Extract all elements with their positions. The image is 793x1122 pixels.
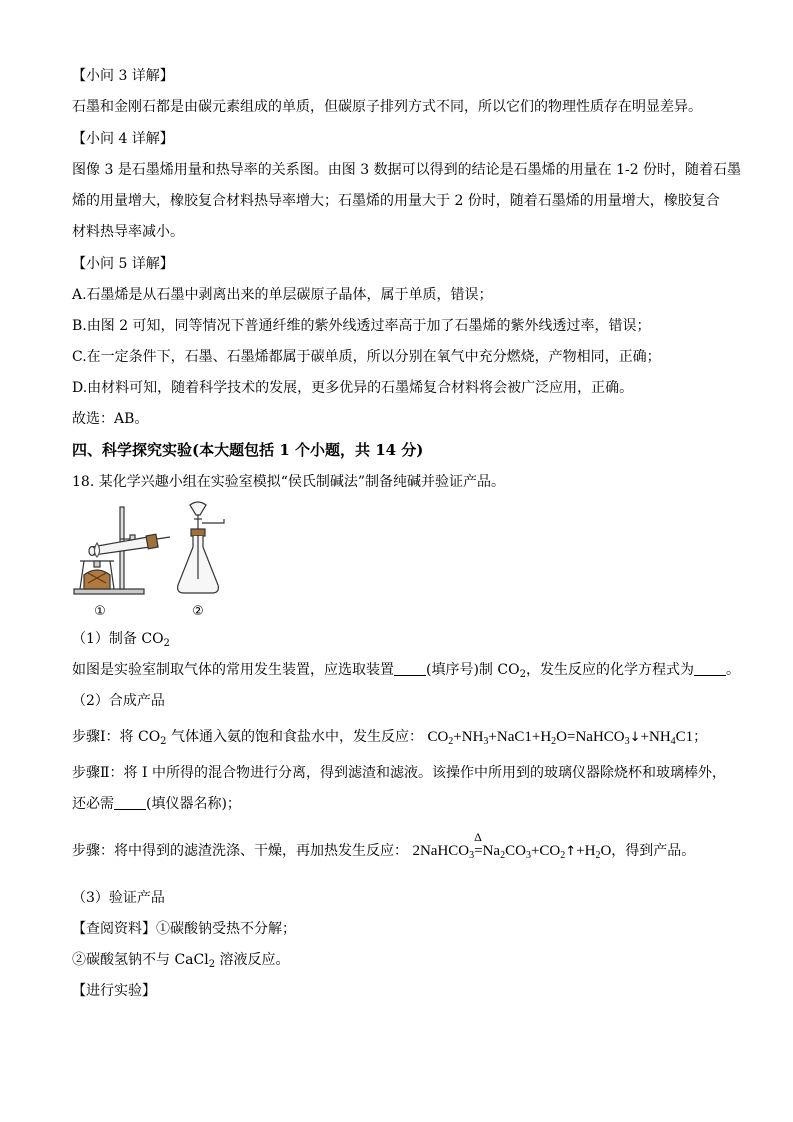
apparatus-label-1: ① — [94, 604, 106, 619]
step2-line-1: 步骤Ⅱ：将 I 中所得的混合物进行分离，得到滤渣和滤液。该操作中所用到的玻璃仪器除烧杯和玻璃棒外， — [72, 765, 726, 781]
q3-header: 【小问 3 详解】 — [72, 68, 174, 84]
apparatus-1-heating-setup — [74, 507, 170, 594]
q5-header: 【小问 5 详解】 — [72, 256, 174, 272]
apparatus-label-2: ② — [192, 604, 204, 619]
section-title: 四、科学探究实验(本大题包括 1 个小题，共 14 分) — [72, 441, 424, 459]
answer-blank-instrument[interactable] — [114, 795, 146, 810]
step3-line: 步骤：将中得到的滤渣洗涤、干燥，再加热发生反应： 2NaHCO$_3$ Δ $=Na_2CO_3+CO_2↑+H_2O$，得到产品。 — [72, 841, 695, 862]
part3-heading: （3）验证产品 — [72, 890, 165, 906]
q4-line-1: 图像 3 是石墨烯用量和热导率的关系图。由图 3 数据可以得到的结论是石墨烯的用量在 1-2 份时，随着石墨 — [72, 162, 742, 178]
q18-intro: 18. 某化学兴趣小组在实验室模拟“侯氏制碱法”制备纯碱并验证产品。 — [72, 474, 506, 490]
q5-option-b: B.由图 2 可知，同等情况下普通纤维的紫外线透过率高于加了石墨烯的紫外线透过率，错误； — [72, 318, 651, 334]
part1-heading: （1）制备 $CO_2$ — [72, 631, 170, 649]
gas-arrow: ↑ — [565, 844, 577, 859]
q5-option-d: D.由材料可知，随着科学技术的发展，更多优异的石墨烯复合材料将会被广泛应用，正确。 — [72, 380, 634, 396]
step1-equation: $CO_2+NH_3+NaC1+H_2O=NaHCO_3↓+NH_4C1$ — [427, 729, 694, 747]
answer-blank-equation[interactable] — [694, 661, 726, 676]
heat-symbol: Δ — [474, 830, 482, 844]
answer: 故选：AB。 — [72, 411, 149, 427]
apparatus-figure — [70, 499, 240, 624]
q5-option-a: A.石墨烯是从石墨中剥离出来的单层碳原子晶体，属于单质，错误； — [72, 287, 493, 303]
precipitate-arrow: ↓ — [629, 730, 641, 745]
q5-option-c: C.在一定条件下，石墨、石墨烯都属于碳单质，所以分别在氧气中充分燃烧，产物相同，正确； — [72, 349, 661, 365]
info-line-1: 【查阅资料】①碳酸钠受热不分解； — [72, 921, 296, 937]
q4-line-2: 烯的用量增大，橡胶复合材料热导率增大；石墨烯的用量大于 2 份时，随着石墨烯的用量增大，橡胶复合 — [72, 193, 720, 209]
experiment-heading: 【进行实验】 — [72, 983, 156, 999]
apparatus-2-flask-setup — [178, 502, 224, 593]
q4-line-3: 材料热导率减小。 — [72, 224, 184, 240]
part2-heading: （2）合成产品 — [72, 693, 165, 709]
part1-question: 如图是实验室制取气体的常用发生装置，应选取装置 (填序号)制 $CO_2$，发生反应的化学方程式为 。 — [72, 662, 740, 680]
answer-blank-device[interactable] — [394, 661, 426, 676]
step2-line-2: 还必需 (填仪器名称)； — [72, 796, 241, 812]
info-line-2: ②碳酸氢钠不与 CaCl$_2$ 溶液反应。 — [72, 952, 290, 970]
q4-header: 【小问 4 详解】 — [72, 131, 174, 147]
step1-line: 步骤Ⅰ：将 $CO_2$ 气体通入氨的饱和食盐水中，发生反应： $CO_2+NH_3+NaC1+H_2O=NaHCO_3↓+NH_4C1$； — [72, 729, 708, 747]
step3-equation: 2NaHCO$_3$ Δ $=Na_2CO_3+CO_2↑+H_2O$ — [412, 843, 611, 859]
q3-text: 石墨和金刚石都是由碳元素组成的单质，但碳原子排列方式不同，所以它们的物理性质存在明显差异。 — [72, 99, 702, 115]
